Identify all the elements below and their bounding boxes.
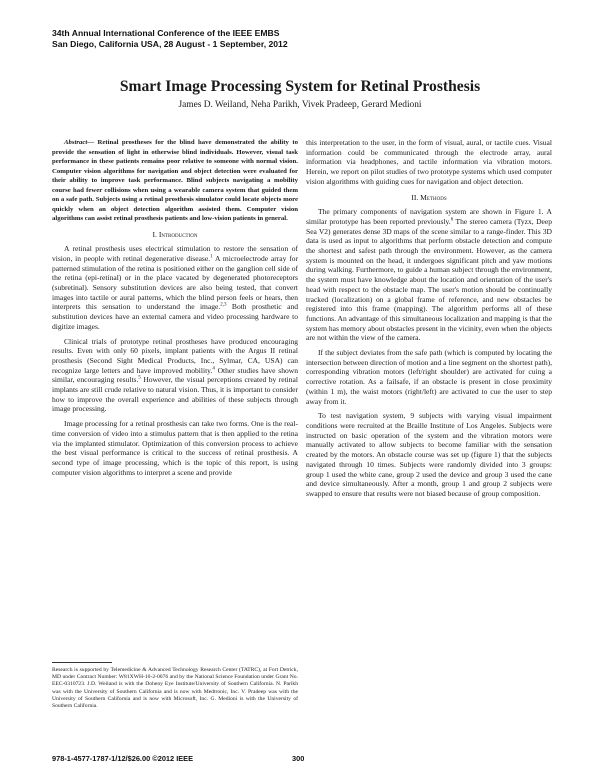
footnote-divider	[52, 662, 112, 663]
citation: 6	[450, 217, 454, 223]
conference-header	[52, 28, 288, 49]
citation: 1	[210, 254, 213, 260]
methods-paragraph-2: If the subject deviates from the safe path (which is computed by locating the intersection between direction of motion and a line segment on the shortest path), corresponding vibration motors (left/right shoulder) are activated for cuing a corrective rotation. As a failsafe, if an obstacle is present in close proximity (within 1 m), the waist motors (right/left) are activated to cue the user to step away from it.	[306, 348, 552, 406]
funding-footnote	[52, 667, 298, 710]
page-number: 300	[292, 754, 305, 763]
methods-paragraph-1: The primary components of navigation system are shown in Figure 1. A similar prototype has been reported previously.$^6$ The stereo camera (Tyzx, Deep Sea V2) generates dense 3D maps of the scene similar to a range-finder. This 3D data is used as input to algorithms that perform obstacle detection and compute the shortest and safest path through the environment. However, as the camera system is mounted on the head, it undergoes significant pitch and yaw motions during walking. Furthermore, to guide a human subject through the environment, the system must have knowledge about the location and orientation of the user's head with respect to the obstacle map. The user's motion should be continually tracked (localization) on a global frame of reference, and new obstacles be registered into this frame (mapping). The algorithm performs all of these functions. An advantage of this simultaneous localization and mapping is that the system has memory about obstacles present in the vicinity, even when the objects are not within the view of the camera.	[306, 207, 552, 343]
intro-paragraph-1: A retinal prosthesis uses electrical stimulation to restore the sensation of vision, in people with retinal degenerative disease.$^1$ A microelectrode array for patterned stimulation of the retina is positioned either on the ganglion cell side of the retina (epi-retinal) or in the place vacated by degenerated photoreceptors (subretinal). Sensory substitution devices are also being tested, that convert images into tactile or aural patterns, which the blind person feels or hears, then interprets this sensation to understand the image.$^{2,3}$ Both prosthetic and substitution devices have an external camera and video processing hardware to digitize images.	[52, 244, 298, 331]
isbn-footer: 978-1-4577-1787-1/12/$26.00 ©2012 IEEE	[52, 754, 194, 763]
abstract	[52, 138, 298, 224]
conference-name: 34th Annual International Conference of the IEEE EMBS	[52, 28, 280, 38]
conference-location: San Diego, California USA, 28 August - 1 September, 2012	[52, 38, 288, 49]
citation: 4	[212, 366, 215, 372]
citation: 2,3	[220, 302, 227, 308]
left-column	[52, 138, 298, 482]
abstract-text: — Retinal prostheses for the blind have demonstrated the ability to provide the sensation of light in otherwise blind individuals. However, visual task performance in these patients remains poor relative to someone with normal vision. Computer vision algorithms for navigation and object detection were evaluated for their ability to improve task performance. Blind subjects navigating a mobility course had fewer collisions when using a wearable camera system that guided them on a safe path. Subjects using a retinal prosthesis simulator could locate objects more quickly when an object detection algorithm assisted them. Computer vision algorithms can assist retinal prosthesis patients and low-vision patients in general.	[52, 139, 298, 222]
author-list: James D. Weiland, Neha Parikh, Vivek Pradeep, Gerard Medioni	[178, 100, 422, 110]
intro-paragraph-2: Clinical trials of prototype retinal prostheses have produced encouraging results. Even with only 60 pixels, implant patients with the Argus II retinal prosthesis (Second Sight Medical Products, Inc., Sylmar, CA, USA) can recognize large letters and have improved mobility.$^4$ Other studies have shown similar, encouraging results.$^5$ However, the visual perceptions created by retinal implants are still crude relative to natural vision. Thus, it is important to consider how to improve the overall experience and abilities of these subjects through image processing.	[52, 336, 298, 414]
intro-paragraph-3: Image processing for a retinal prosthesis can take two forms. One is the real-time conversion of video into a stimulus pattern that is then applied to the retina via the implanted stimulator. Optimization of this conversion process to achieve the best visual performance is critical to the success of retinal prosthesis. A second type of image processing, which is the topic of this report, is using computer vision algorithms to interpret a scene and provide	[52, 419, 298, 477]
section-heading-methods: II. Methods	[411, 192, 447, 202]
citation: 5	[138, 375, 141, 381]
section-heading-introduction: I. Introduction	[152, 229, 198, 239]
right-column	[306, 138, 552, 504]
methods-paragraph-3: To test navigation system, 9 subjects with varying visual impairment conditions were recruited at the Braille Institute of Los Angeles. Subjects were instructed on basic operation of the system and the vibration motors were manually activated to allow subjects to become familiar with the sensation created by the motors. An obstacle course was set up (figure 1) that the subjects navigated through 10 times. Subjects were randomly divided into 3 groups: group 1 used the white cane, group 2 used the device and group 3 used the cane and device simultaneously. After a month, group 1 and group 2 subjects were swapped to ensure that results were not biased because of group composition.	[306, 411, 552, 498]
paper-title: Smart Image Processing System for Retinal Prosthesis	[119, 78, 481, 95]
footnote-text: Research is supported by Telemedicine & Advanced Technology Research Center (TATRC), at Fort Detrick, MD under Contract Number: W81XWH-10-2-0076 and by the National Science Foundation under Grant No. EEC-0310723. J.D. Weiland is with the Doheny Eye Institute/University of Southern California. N. Parikh was with the University of Southern California and is now with Medtronic, Inc. V. Pradeep was with the University of Southern California and is now with Microsoft, Inc. G. Medioni is with the University of Southern California.	[52, 667, 298, 710]
abstract-label: Abstract	[64, 139, 88, 146]
intro-paragraph-continued: this interpretation to the user, in the form of visual, aural, or tactile cues. Visual information could be communicated through the electrode array, aural information via headphones, and tactile information via vibration motors. Herein, we report on pilot studies of two prototype systems which used computer vision algorithms with guiding cues for navigation and object detection.	[306, 138, 552, 186]
